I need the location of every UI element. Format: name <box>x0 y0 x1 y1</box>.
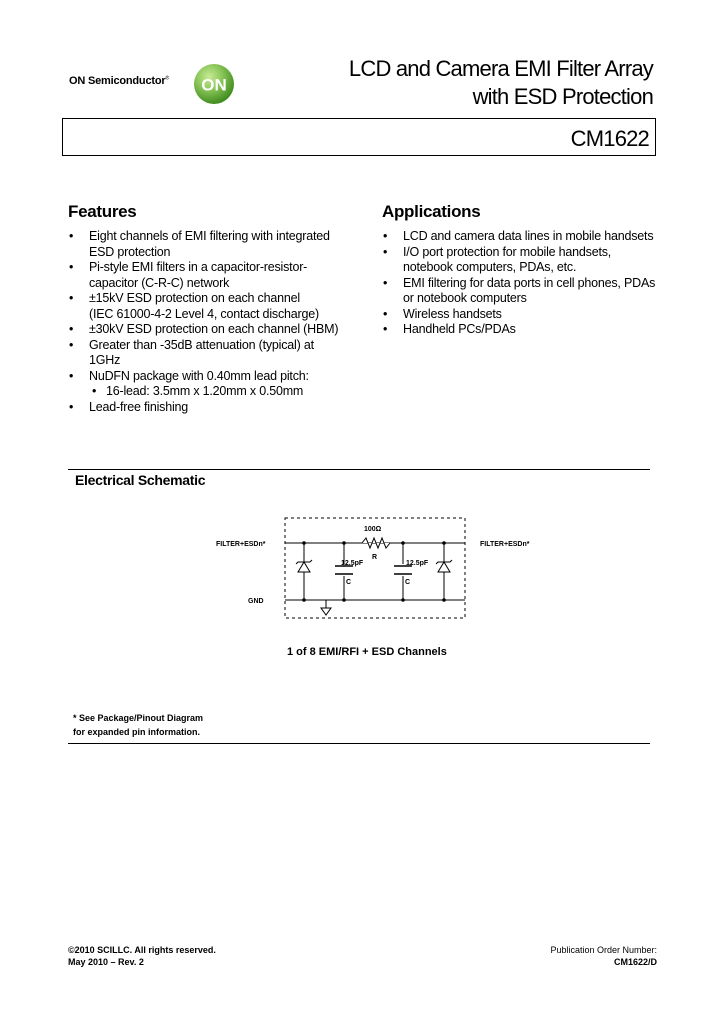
list-item: • ±15kV ESD protection on each channel <box>68 291 338 307</box>
list-item-continuation: capacitor (C-R-C) network <box>89 275 230 290</box>
schematic-caption: 1 of 8 EMI/RFI + ESD Channels <box>287 646 447 658</box>
features-list <box>68 229 338 415</box>
brand-name: ON Semiconductor® <box>69 75 169 87</box>
section-divider <box>68 743 650 744</box>
section-divider <box>68 469 650 470</box>
features-heading: Features <box>68 202 137 221</box>
list-item: • NuDFN package with 0.40mm lead pitch: <box>68 369 338 385</box>
publication-order-number: CM1622/D <box>613 957 657 967</box>
list-item-continuation: 1GHz <box>89 353 121 367</box>
capacitor-1-label: C <box>346 579 352 586</box>
capacitor-2-value: 12.5pF <box>406 560 429 567</box>
electrical-schematic <box>200 508 560 628</box>
list-item-continuation: or notebook computers <box>403 291 527 305</box>
revision-date: May 2010 – Rev. 2 <box>68 957 144 967</box>
list-item: • I/O port protection for mobile handsets, <box>382 245 655 261</box>
list-item: • Greater than -35dB attenuation (typical) at <box>68 338 338 354</box>
document-title-line1: LCD and Camera EMI Filter Array <box>348 56 653 81</box>
input-pin-label: FILTER+ESDn* <box>216 541 266 548</box>
on-semiconductor-logo <box>193 63 235 105</box>
part-number: CM1622 <box>570 126 649 151</box>
ground-symbol <box>321 608 331 615</box>
resistor-value: 100Ω <box>364 526 382 533</box>
schematic-note-line2: for expanded pin information. <box>73 727 201 737</box>
applications-heading: Applications <box>382 202 481 221</box>
list-item: • Wireless handsets <box>382 307 655 323</box>
package-outline <box>285 518 465 618</box>
schematic-note-line1: * See Package/Pinout Diagram <box>73 713 204 723</box>
logo-text: ON <box>201 75 227 95</box>
list-item: • Eight channels of EMI filtering with integrated <box>68 229 338 245</box>
applications-list <box>382 229 655 338</box>
list-item: • ±30kV ESD protection on each channel (HBM) <box>68 322 338 338</box>
list-item-continuation: notebook computers, PDAs, etc. <box>403 260 577 274</box>
output-pin-label: FILTER+ESDn* <box>480 541 530 548</box>
list-item: • Pi-style EMI filters in a capacitor-resistor- <box>68 260 338 276</box>
capacitor-2-label: C <box>405 579 411 586</box>
list-item-continuation: ESD protection <box>89 244 171 259</box>
tvs-diode-input <box>298 562 310 572</box>
copyright: ©2010 SCILLC. All rights reserved. <box>68 945 216 955</box>
resistor-symbol <box>362 538 390 548</box>
capacitor-1-value: 12.5pF <box>341 560 364 567</box>
resistor-label: R <box>372 554 378 561</box>
list-item-continuation: (IEC 61000-4-2 Level 4, contact discharge) <box>89 306 319 321</box>
publication-order-label: Publication Order Number: <box>550 945 657 955</box>
part-number-box <box>62 118 656 156</box>
tvs-diode-output <box>438 562 450 572</box>
list-item: • Handheld PCs/PDAs <box>382 322 655 338</box>
registered-mark: ® <box>165 75 169 82</box>
gnd-label: GND <box>248 598 264 605</box>
list-item: • EMI filtering for data ports in cell phones, PDAs <box>382 276 655 292</box>
list-item: • Lead-free finishing <box>68 400 338 416</box>
sub-list-item: • 16-lead: 3.5mm x 1.20mm x 0.50mm <box>68 384 338 400</box>
schematic-heading: Electrical Schematic <box>75 472 206 488</box>
list-item: • LCD and camera data lines in mobile handsets <box>382 229 655 245</box>
document-title-line2: with ESD Protection <box>472 84 653 109</box>
